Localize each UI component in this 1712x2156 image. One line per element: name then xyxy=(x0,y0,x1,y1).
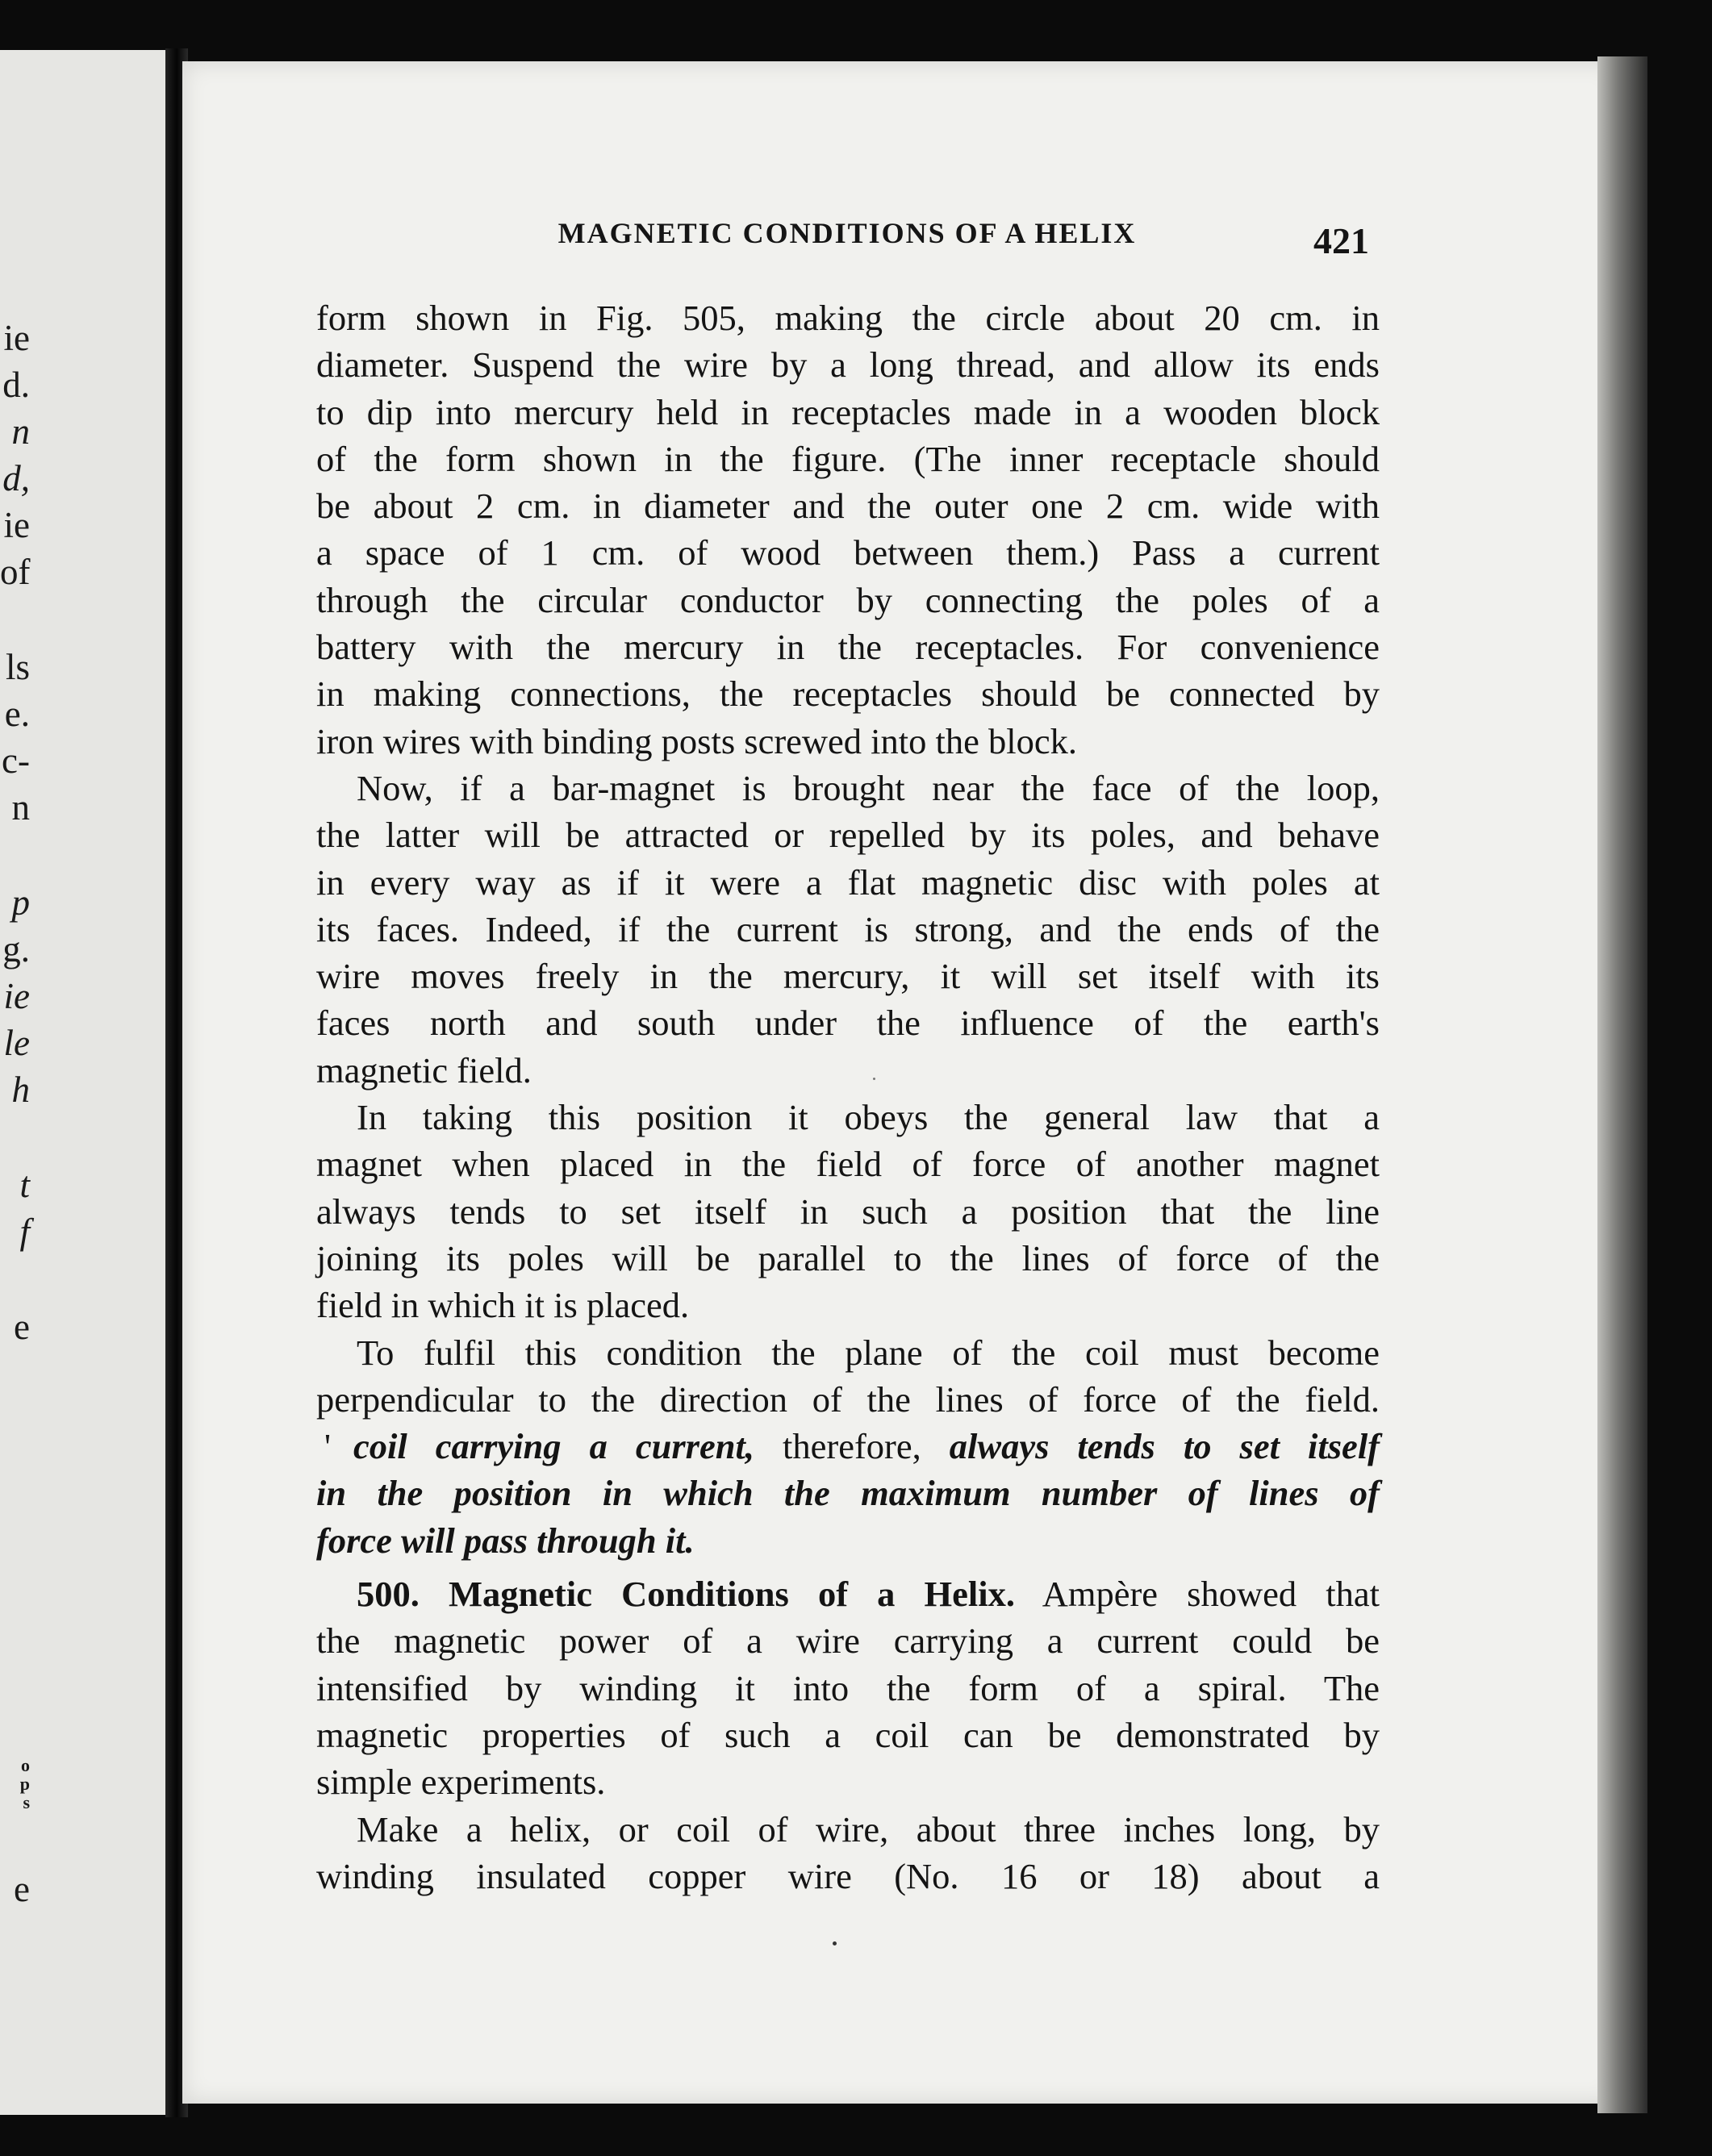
left-fragment: le xyxy=(3,1023,30,1063)
text-line: In taking this position it obeys the general law that a xyxy=(357,1097,1380,1138)
page-edge-shadow xyxy=(1597,56,1647,2113)
paragraph xyxy=(316,1806,1380,1900)
left-fragment: ls xyxy=(5,647,30,687)
paragraph xyxy=(316,765,1380,1094)
paragraph xyxy=(316,294,1380,765)
text-line: battery with the mercury in the receptacles. For convenience xyxy=(316,627,1380,668)
text-line: its faces. Indeed, if the current is strong, and the ends of the xyxy=(316,908,1380,949)
section-heading-line xyxy=(316,1570,1380,1617)
text-line: winding insulated copper wire (No. 16 or 18) about a xyxy=(316,1855,1380,1896)
left-fragment: p xyxy=(19,1774,30,1794)
left-fragment: e xyxy=(14,1869,30,1909)
text-line: Now, if a bar-magnet is brought near the face of the loop, xyxy=(357,767,1380,808)
text-line: diameter. Suspend the wire by a long thread, and allow its ends xyxy=(316,344,1380,386)
text-line: magnet when placed in the field of force of another magnet xyxy=(316,1144,1380,1185)
left-fragment: ie xyxy=(3,976,30,1016)
left-fragment: e. xyxy=(4,694,30,734)
text-line: the latter will be attracted or repelled by its poles, and behave xyxy=(316,815,1380,856)
body-text xyxy=(316,294,1380,1900)
text-line: faces north and south under the influence of the earth's xyxy=(316,1003,1380,1044)
text-line: wire moves freely in the mercury, it will set itself with its xyxy=(316,956,1380,997)
left-fragment: n xyxy=(11,411,30,452)
text-line: in every way as if it were a flat magnetic disc with poles at xyxy=(316,861,1380,903)
left-fragment: n xyxy=(11,787,30,828)
left-fragment: d, xyxy=(2,458,30,498)
text-line: magnetic properties of such a coil can be demonstrated by xyxy=(316,1714,1380,1755)
text-line-italic: force will pass through it. xyxy=(316,1520,695,1561)
text-line: a space of 1 cm. of wood between them.) Pass a current xyxy=(316,532,1380,573)
text-line: be about 2 cm. in diameter and the outer one 2 cm. wide with xyxy=(316,486,1380,527)
section-heading: 500. Magnetic Conditions of a Helix. xyxy=(357,1574,1016,1615)
left-fragment: ie xyxy=(3,318,30,358)
text-line: joining its poles will be parallel to the lines of force of the xyxy=(316,1237,1380,1278)
page-number: 421 xyxy=(1313,220,1369,261)
text-line: always tends to set itself in such a position that the line xyxy=(316,1191,1380,1232)
paragraph xyxy=(316,1094,1380,1328)
left-fragment: c- xyxy=(2,740,30,781)
left-fragment: s xyxy=(23,1792,30,1812)
text-line: in making connections, the receptacles should be connected by xyxy=(316,673,1380,715)
text-line: through the circular conductor by connecting the poles of a xyxy=(316,579,1380,620)
italic-phrase: always tends to set itself xyxy=(949,1426,1380,1467)
text-line: field in which it is placed. xyxy=(316,1285,690,1326)
text-line-italic: in the position in which the maximum number of lines of xyxy=(316,1473,1380,1514)
left-fragment: of xyxy=(0,552,31,592)
text-line: simple experiments. xyxy=(316,1762,606,1803)
text-line: Make a helix, or coil of wire, about three inches long, by xyxy=(357,1808,1380,1849)
scan-speck xyxy=(873,1078,875,1080)
left-fragment: e xyxy=(14,1307,30,1347)
left-fragment: p xyxy=(11,882,30,923)
left-fragment: h xyxy=(11,1070,30,1110)
text-line: magnetic field. xyxy=(316,1049,532,1091)
left-fragment: g. xyxy=(2,929,30,970)
text-line: the magnetic power of a wire carrying a current could be xyxy=(316,1620,1380,1662)
left-fragment: d. xyxy=(2,365,30,405)
text-line: To fulfil this condition the plane of the coil must become xyxy=(357,1332,1380,1373)
text-line-italic-mixed xyxy=(316,1423,1380,1470)
heading-line-text: Ampère showed that xyxy=(1015,1574,1380,1615)
scan-speck xyxy=(833,1941,837,1945)
italic-phrase: coil carrying a current, xyxy=(353,1426,754,1467)
left-fragment: ie xyxy=(3,505,30,545)
text-line: intensified by winding it into the form of a spiral. The xyxy=(316,1667,1380,1708)
paragraph xyxy=(316,1329,1380,1564)
text-line: to dip into mercury held in receptacles made in a wooden block xyxy=(316,391,1380,432)
text-line: iron wires with binding posts screwed into the block. xyxy=(316,720,1078,761)
section-paragraph xyxy=(316,1570,1380,1805)
left-facing-page xyxy=(0,50,165,2115)
plain-phrase: therefore, xyxy=(754,1426,950,1467)
text-line: perpendicular to the direction of the lines of force of the field. xyxy=(316,1378,1380,1420)
left-fragment: o xyxy=(21,1755,30,1775)
stray-mark: ' xyxy=(324,1426,332,1467)
running-header: MAGNETIC CONDITIONS OF A HELIX xyxy=(557,217,1137,249)
left-fragment: t xyxy=(19,1165,30,1205)
left-fragment: f xyxy=(19,1211,30,1252)
text-line: of the form shown in the figure. (The inner receptacle should xyxy=(316,438,1380,479)
text-line: form shown in Fig. 505, making the circle about 20 cm. in xyxy=(316,298,1380,338)
